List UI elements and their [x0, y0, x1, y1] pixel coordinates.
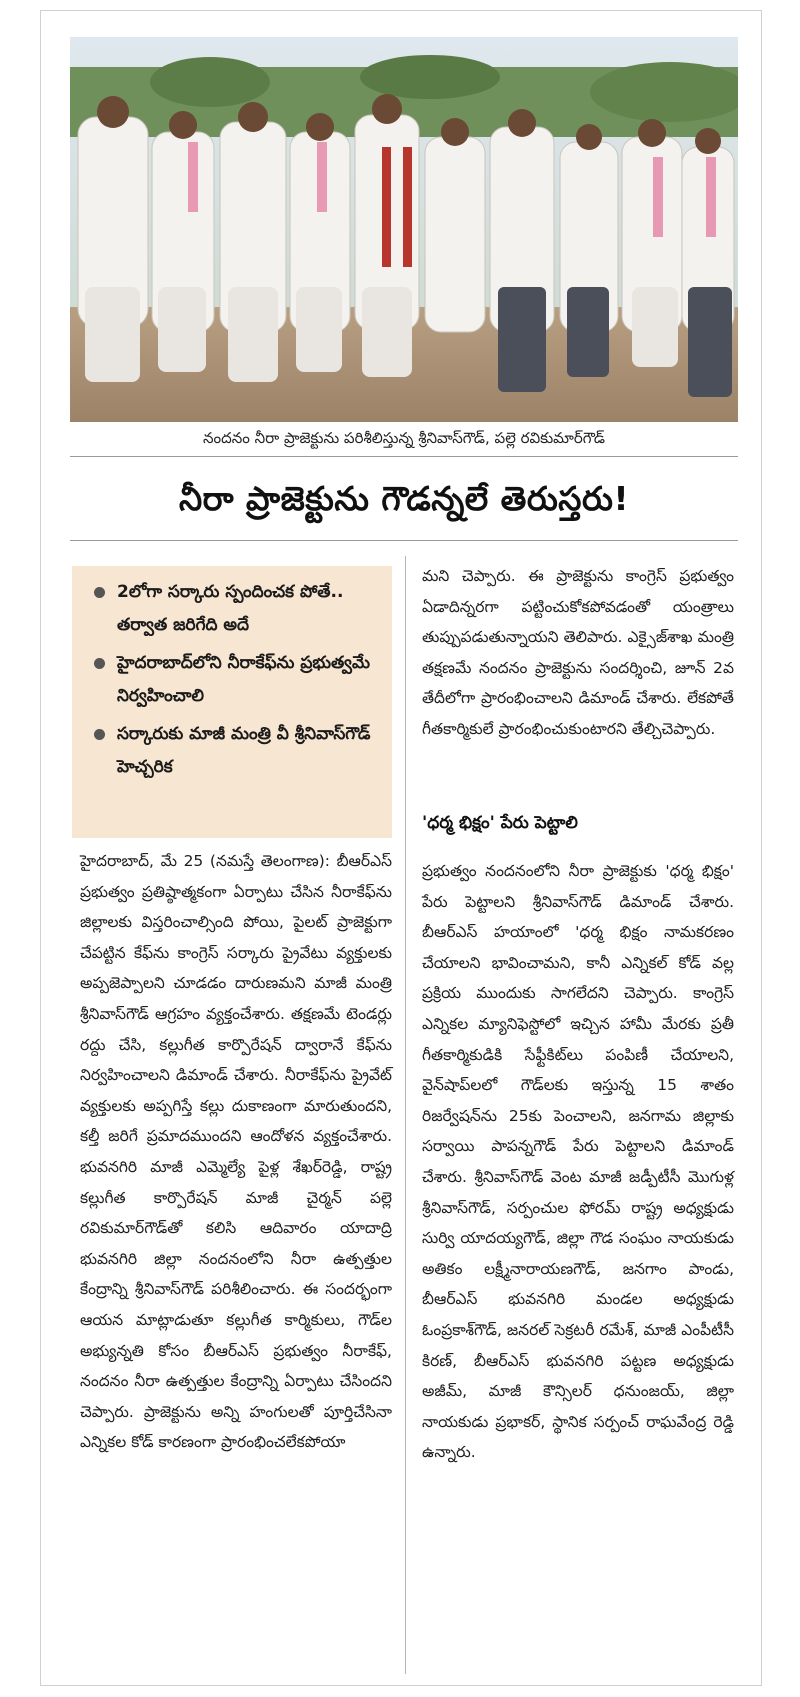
highlight-text: సర్కారుకు మాజీ మంత్రి వీ శ్రీనివాస్‌గౌడ్ హెచ్చరిక [117, 724, 371, 777]
news-photo [70, 37, 738, 422]
headline: నీరా ప్రాజెక్టును గౌడన్నలే తెరుస్తరు! [178, 479, 630, 518]
headline-divider [70, 540, 738, 541]
highlight-item [88, 647, 378, 713]
article-body-right-bottom: ప్రభుత్వం నందనంలోని నీరా ప్రాజెక్టుకు 'ధర్మ భిక్షం' పేరు పెట్టాలని శ్రీనివాస్‌గౌడ్ డిమాండ్ చేశారు. బీఆర్‌ఎస్ హయాంలో 'ధర్మ భిక్షం నామకరణం చేయాలని భావించామని, కానీ ఎన్నికల్ కోడ్ వల్ల ప్రక్రియ ముందుకు సాగలేదని చెప్పారు. కాంగ్రెస్ ఎన్నికల మ్యానిఫెస్టోలో ఇచ్చిన హామీ మేరకు ప్రతీ గీతకార్మికుడికి సేఫ్టీకిట్‌లు పంపిణీ చేయాలని, వైన్‌షాప్‌లలో గౌడ్‌లకు ఇస్తున్న 15 శాతం రిజర్వేషన్‌ను 25కు పెంచాలని, జనగామ జిల్లాకు సర్వాయి పాపన్నగౌడ్ పేరు పెట్టాలని డిమాండ్ చేశారు. శ్రీనివాస్‌గౌడ్ వెంట మాజీ జడ్పీటీసీ మొగుళ్ల శ్రీనివాస్‌గౌడ్, సర్పంచుల ఫోరమ్ రాష్ట్ర అధ్యక్షుడు సుర్వి యాదయ్యగౌడ్, జిల్లా గౌడ సంఘం నాయకుడు అతికం లక్ష్మీనారాయణగౌడ్, జనగాం పాండు, బీఆర్‌ఎస్ భువనగిరి మండల అధ్యక్షుడు ఓంప్రకాశ్‌గౌడ్, జనరల్ సెక్రటరీ రమేశ్, మాజీ ఎంపీటీసీ కిరణ్, బీఆర్‌ఎస్ భువనగిరి పట్టణ అధ్యక్షుడు అజీమ్, మాజీ కౌన్సిలర్ ధనుంజయ్, జిల్లా నాయకుడు ప్రభాకర్, స్థానిక సర్పంచ్ రాఘవేంద్ర రెడ్డి ఉన్నారు. [422, 862, 734, 1462]
highlight-text: 2లోగా సర్కారు స్పందించక పోతే.. తర్వాత జరిగేది అదే [117, 582, 344, 635]
article-body-right-top: మని చెప్పారు. ఈ ప్రాజెక్టును కాంగ్రెస్ ప్రభుత్వం ఏడాదిన్నరగా పట్టించుకోకపోవడంతో యంత్రాలు తుప్పుపడుతున్నాయని తెలిపారు. ఎక్సైజ్‌శాఖ మంత్రి తక్షణమే నందనం ప్రాజెక్టును సందర్శించి, జూన్ 2వ తేదీలోగా ప్రారంభించాలని డిమాండ్ చేశారు. లేకపోతే గీతకార్మికులే ప్రారంభించుకుంటారని తేల్చిచెప్పారు. [422, 567, 734, 738]
bullet-icon [94, 658, 105, 669]
highlight-text: హైదరాబాద్‌లోని నీరాకేఫ్‌ను ప్రభుత్వమే నిర్వహించాలి [117, 653, 370, 706]
highlights-box [72, 566, 392, 838]
bullet-icon [94, 729, 105, 740]
highlight-item [88, 576, 378, 642]
subheading: 'ధర్మ భిక్షం' పేరు పెట్టాలి [422, 813, 578, 833]
article-body-left: హైదరాబాద్, మే 25 (నమస్తే తెలంగాణ): బీఆర్‌ఎస్ ప్రభుత్వం ప్రతిష్ఠాత్మకంగా ఏర్పాటు చేసిన నీరాకేఫ్‌ను జిల్లాలకు విస్తరించాల్సింది పోయి, పైలట్ ప్రాజెక్టుగా చేపట్టిన కేఫ్‌ను కాంగ్రెస్ సర్కారు ప్రైవేటు వ్యక్తులకు అప్పజెప్పాలని చూడడం దారుణమని మాజీ మంత్రి శ్రీనివాస్‌గౌడ్ ఆగ్రహం వ్యక్తంచేశారు. తక్షణమే టెండర్లు రద్దు చేసి, కల్లుగీత కార్పొరేషన్ ద్వారానే కేఫ్‌ను నిర్వహించాలని డిమాండ్ చేశారు. నీరాకేఫ్‌ను ప్రైవేట్ వ్యక్తులకు అప్పగిస్తే కల్లు దుకాణంగా మారుతుందని, కల్తీ జరిగే ప్రమాదముందని ఆందోళన వ్యక్తంచేశారు. భువనగిరి మాజీ ఎమ్మెల్యే పైళ్ల శేఖర్‌రెడ్డి, రాష్ట్ర కల్లుగీత కార్పొరేషన్ మాజీ చైర్మన్ పల్లె రవికుమార్‌గౌడ్‌తో కలిసి ఆదివారం యాదాద్రి భువనగిరి జిల్లా నందనంలోని నీరా ఉత్పత్తుల కేంద్రాన్ని శ్రీనివాస్‌గౌడ్ పరిశీలించారు. ఈ సందర్భంగా ఆయన మాట్లాడుతూ కల్లుగీత కార్మికులు, గౌడ్‌ల అభ్యున్నతి కోసం బీఆర్‌ఎస్ ప్రభుత్వం నీరాకేఫ్, నందనం నీరా ఉత్పత్తుల కేంద్రాన్ని ఏర్పాటు చేసిందని చెప్పారు. ప్రాజెక్టును అన్ని హంగులతో పూర్తిచేసినా ఎన్నికల కోడ్ కారణంగా ప్రారంభించలేకపోయా [80, 852, 392, 1452]
photo-caption: నందనం నీరా ప్రాజెక్టును పరిశీలిస్తున్న శ్రీనివాస్‌గౌడ్, పల్లె రవికుమార్‌గౌడ్ [203, 429, 605, 447]
bullet-icon [94, 587, 105, 598]
highlight-item [88, 718, 378, 784]
caption-divider [70, 456, 738, 457]
column-divider [405, 556, 406, 1674]
